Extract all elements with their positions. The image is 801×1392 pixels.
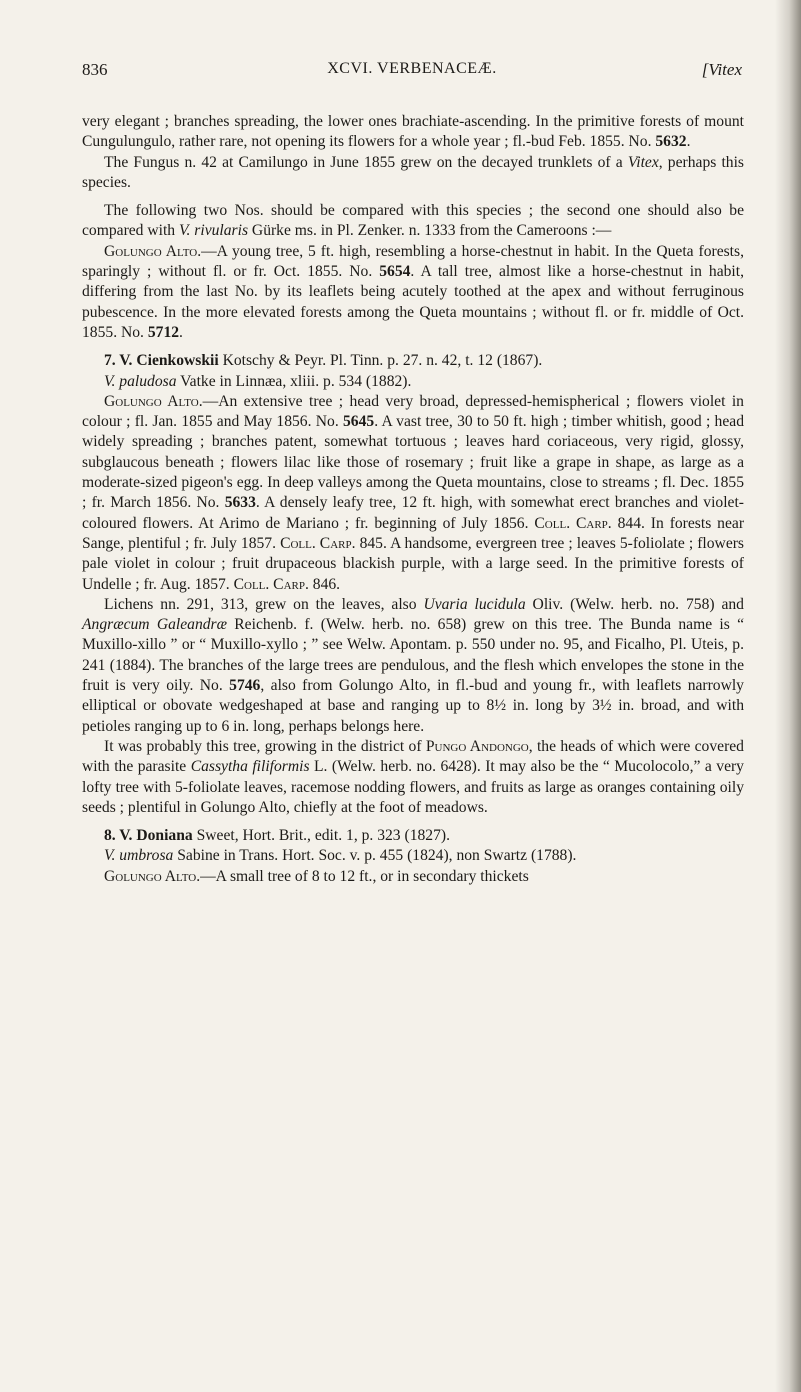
specimen-number: 5654 xyxy=(379,263,411,281)
text-run: Reichenb. f. (Welw. herb. no. 658) grew on this tree. The Bunda name is “ Muxillo-xillo ” or “ Muxillo-xyllo ; ” see Welw. Apontam. p. 550 under no. 95, and Ficalho, Pl. Uteis, p. 241 (1884). The branches of the large trees are pendulous, and the flesh which envelopes the stone in the fruit is very oily. No. xyxy=(82,616,744,695)
taxon-name: Cassytha filiformis xyxy=(190,758,310,776)
taxon-name: Vitex xyxy=(627,153,659,171)
text-run: . A densely leafy tree, 12 ft. high, with somewhat erect branches and violet-coloured flowers. At Arimo de Mariano ; fr. beginning of July 1856. xyxy=(82,494,744,532)
paragraph xyxy=(82,737,744,818)
paragraph xyxy=(82,153,744,194)
text-run: , the heads of which were covered with the parasite xyxy=(82,737,744,776)
paragraph xyxy=(82,392,744,595)
paragraph xyxy=(82,242,744,343)
locality: Golungo Alto xyxy=(104,242,198,260)
text-run: .—A young tree, 5 ft. high, resembling a horse-chestnut in habit. In the Queta forests, sparingly ; without fl. or fr. Oct. 1855. No. xyxy=(82,242,744,281)
specimen-number: 5645 xyxy=(343,413,375,431)
citation: Vatke in Linnæa, xliii. p. 534 (1882). xyxy=(176,372,412,390)
species-name: 8. V. Doniana xyxy=(104,827,193,845)
text-run: 845. A handsome, evergreen tree ; leaves 5-foliolate ; flowers pale violet in colour ; fruit drupaceous blackish purple, with a large seed. In the primitive forests of Undelle ; fr. Aug. 1857. xyxy=(82,534,744,593)
paragraph xyxy=(82,112,744,153)
citation: Kotschy & Peyr. Pl. Tinn. p. 27. n. 42, t. 12 (1867). xyxy=(218,352,543,370)
paragraph xyxy=(82,595,744,737)
text-run: very elegant ; branches spreading, the lower ones brachiate-ascending. In the primitive forests of mount Cungulungulo, rather rare, not opening its flowers for a whole year ; fl.-bud Feb. 1855. No. xyxy=(82,113,744,151)
specimen-number: 5632 xyxy=(655,133,687,151)
taxon-name: Uvaria lucidula xyxy=(423,595,526,613)
paragraph xyxy=(82,201,744,242)
text-run: .—A small tree of 8 to 12 ft., or in secondary thickets xyxy=(196,867,529,885)
running-genus: [Vitex xyxy=(701,60,742,79)
species-heading xyxy=(82,351,744,371)
text-run: .—An extensive tree ; head very broad, depressed-hemispherical ; flowers violet in colour ; fl. Jan. 1855 and May 1856. No. xyxy=(82,392,744,431)
text-run: 846. xyxy=(308,575,341,593)
locality: Pungo Andongo xyxy=(425,737,529,755)
collection-ref: Coll. Carp. xyxy=(534,514,612,532)
synonym xyxy=(82,846,744,866)
main-text xyxy=(82,112,744,887)
running-title: XCVI. VERBENACEÆ. xyxy=(327,60,497,77)
locality: Golungo Alto xyxy=(104,867,197,885)
species-name: 7. V. Cienkowskii xyxy=(104,352,219,370)
specimen-number: 5712 xyxy=(147,323,180,341)
citation: Sabine in Trans. Hort. Soc. v. p. 455 (1824), non Swartz (1788). xyxy=(173,847,577,865)
text-run: The following two Nos. should be compared with this species ; the second one should also be compared with xyxy=(82,202,744,240)
taxon-name: Angræcum Galeandræ xyxy=(82,616,228,634)
text-run: Lichens nn. 291, 313, grew on the leaves, also xyxy=(104,595,424,613)
text-run: The Fungus n. 42 at Camilungo in June 1855 grew on the decayed trunklets of a xyxy=(104,153,628,171)
collection-ref: Coll. Carp. xyxy=(233,575,309,593)
text-run: . A tall tree, almost like a horse-chestnut in habit, differing from the last No. by its leaflets being acutely toothed at the apex and without ferruginous pubescence. In the more elevated forests among the Queta mountains ; without fl. or fr. middle of Oct. 1855. No. xyxy=(82,263,744,341)
text-run: Gürke ms. in Pl. Zenker. n. 1333 from the Cameroons :— xyxy=(248,222,612,240)
synonym xyxy=(82,372,744,392)
running-header xyxy=(82,60,742,86)
text-run: , also from Golungo Alto, in fl.-bud and young fr., with leaflets narrowly elliptical or obovate wedgeshaped at base and ranging up to 8½ in. long by 3½ in. broad, and with petioles ranging up to 6 in. long, perhaps belongs here. xyxy=(82,677,744,735)
synonym-name: V. umbrosa xyxy=(104,847,174,865)
page-number: 836 xyxy=(82,60,108,79)
text-run: It was probably this tree, growing in the district of xyxy=(104,737,426,755)
text-run: . xyxy=(686,133,691,151)
citation: Sweet, Hort. Brit., edit. 1, p. 323 (1827). xyxy=(192,827,450,845)
specimen-number: 5746 xyxy=(229,677,261,695)
locality: Golungo Alto xyxy=(104,392,199,410)
paragraph xyxy=(82,867,744,887)
collection-ref: Coll. Carp. xyxy=(280,534,356,552)
text-run: 844. In forests near Sange, plentiful ; fr. July 1857. xyxy=(82,514,745,552)
text-run: Oliv. (Welw. herb. no. 758) and xyxy=(525,595,744,613)
text-run: . A vast tree, 30 to 50 ft. high ; timber whitish, good ; head widely spreading ; branches patent, somewhat tortuous ; leaves hard coriaceous, very rigid, glossy, subglaucous beneath ; flowers lilac like those of rosemary ; fruit like a grape in shape, as large as a moderate-sized pigeon's egg. In deep valleys among the Queta mountains, close to streams ; fl. Dec. 1855 ; fr. March 1856. No. xyxy=(82,413,744,512)
text-run: . xyxy=(179,323,183,341)
page-edge-shadow xyxy=(775,0,801,1392)
text-run: , perhaps this species. xyxy=(82,153,744,191)
taxon-name: V. rivularis xyxy=(179,222,249,240)
synonym-name: V. paludosa xyxy=(104,372,177,390)
species-heading xyxy=(82,826,744,846)
specimen-number: 5633 xyxy=(224,494,256,512)
text-run: L. (Welw. herb. no. 6428). It may also be the “ Mucolocolo,” a very lofty tree with 5-foliolate leaves, racemose nodding flowers, and fruits as large as oranges containing oily seeds ; plentiful in Golungo Alto, chiefly at the foot of meadows. xyxy=(82,758,744,816)
